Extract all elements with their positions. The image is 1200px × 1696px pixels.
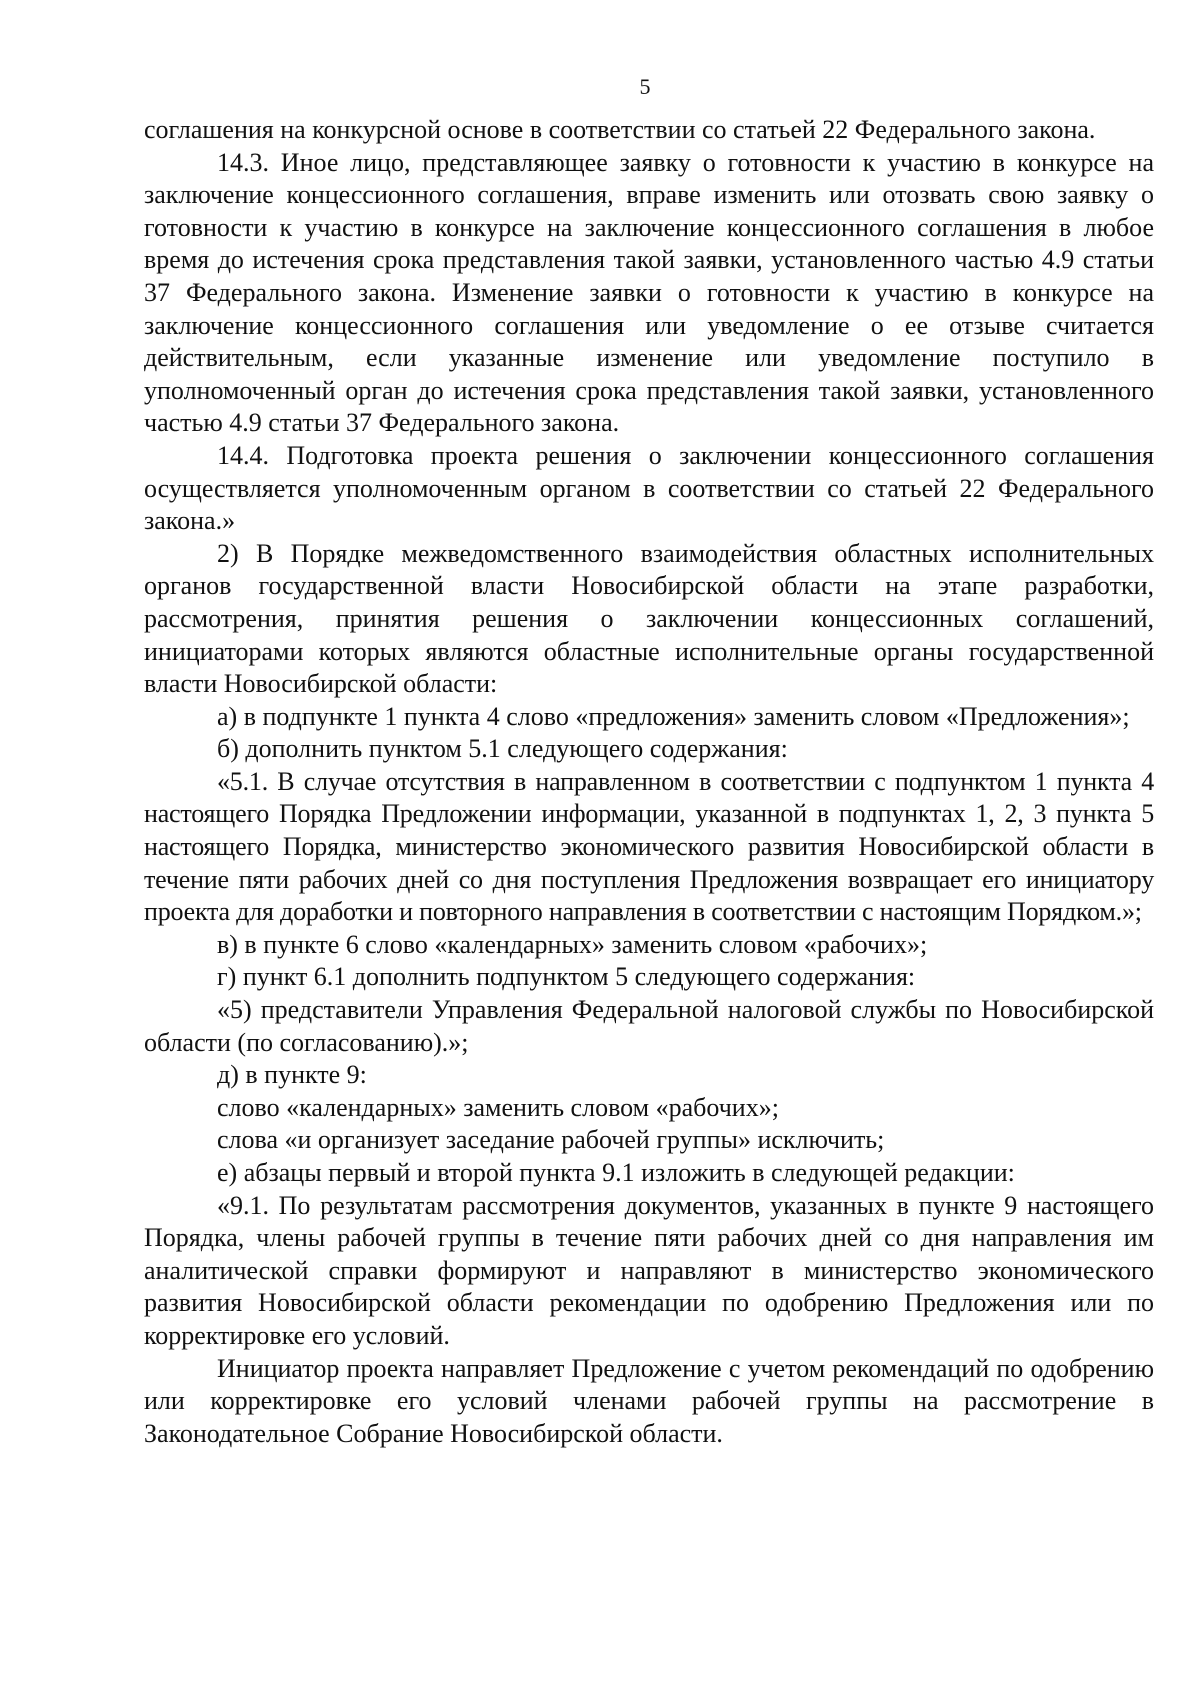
paragraph-representatives: «5) представители Управления Федеральной налоговой службы по Новосибирской области (по согласованию).»; <box>144 995 1154 1057</box>
paragraph-14-3: 14.3. Иное лицо, представляющее заявку о готовности к участию в конкурсе на заключение концессионного соглашения, вправе изменить или отозвать свою заявку о готовности к участию в конкурсе на заключение концессионного соглашения в любое время до истечения срока представления такой заявки, установленного частью 4.9 статьи 37 Федерального закона. Изменение заявки о готовности к участию в конкурсе на заключение концессионного соглашения или уведомление о ее отзыве считается действительным, если указанные изменение или уведомление поступило в уполномоченный орган до истечения срока представления такой заявки, установленного частью 4.9 статьи 37 Федерального закона. <box>144 147 1154 438</box>
paragraph-subitem-d: д) в пункте 9: <box>217 1060 367 1090</box>
paragraph-word-replace: слово «календарных» заменить словом «рабочих»; <box>217 1092 779 1122</box>
paragraph-14-4: 14.4. Подготовка проекта решения о заключении концессионного соглашения осуществляется уполномоченным органом в соответствии со статьей 22 Федерального закона.» <box>144 440 1154 536</box>
paragraph-subitem-b: б) дополнить пунктом 5.1 следующего содержания: <box>217 734 788 764</box>
paragraph-subitem-e: е) абзацы первый и второй пункта 9.1 изложить в следующей редакции: <box>217 1158 1015 1187</box>
paragraph-9-1: «9.1. По результатам рассмотрения документов, указанных в пункте 9 настоящего Порядка, члены рабочей группы в течение пяти рабочих дней со дня направления им аналитической справки формируют и направляют в министерство экономического развития Новосибирской области рекомендации по одобрению Предложения или по корректировке его условий. <box>144 1190 1154 1350</box>
paragraph-subitem-a: а) в подпункте 1 пункта 4 слово «предложения» заменить словом «Предложения»; <box>217 701 1130 731</box>
paragraph-words-exclude: слова «и организует заседание рабочей группы» исключить; <box>217 1125 885 1155</box>
document-body <box>144 114 1154 1450</box>
paragraph-item-2: 2) В Порядке межведомственного взаимодействия областных исполнительных органов государственной власти Новосибирской области на этапе разработки, рассмотрения, принятия решения о заключении концессионных соглашений, инициаторами которых являются областные исполнительные органы государственной власти Новосибирской области: <box>144 538 1154 699</box>
paragraph-subitem-g: г) пункт 6.1 дополнить подпунктом 5 следующего содержания: <box>217 962 916 992</box>
page-number: 5 <box>639 74 651 99</box>
paragraph-initiator: Инициатор проекта направляет Предложение с учетом рекомендаций по одобрению или корректировке его условий членами рабочей группы на рассмотрение в Законодательное Собрание Новосибирской области. <box>144 1353 1154 1448</box>
paragraph-continuation: соглашения на конкурсной основе в соответствии со статьей 22 Федерального закона. <box>144 115 1096 144</box>
paragraph-5-1: «5.1. В случае отсутствия в направленном в соответствии с подпунктом 1 пункта 4 настоящего Порядка Предложении информации, указанной в подпунктах 1, 2, 3 пункта 5 настоящего Порядка, министерство экономического развития Новосибирской области в течение пяти рабочих дней со дня поступления Предложения возвращает его инициатору проекта для доработки и повторного направления в соответствии с настоящим Порядком.»; <box>144 766 1154 927</box>
paragraph-subitem-v: в) в пункте 6 слово «календарных» заменить словом «рабочих»; <box>217 929 928 959</box>
